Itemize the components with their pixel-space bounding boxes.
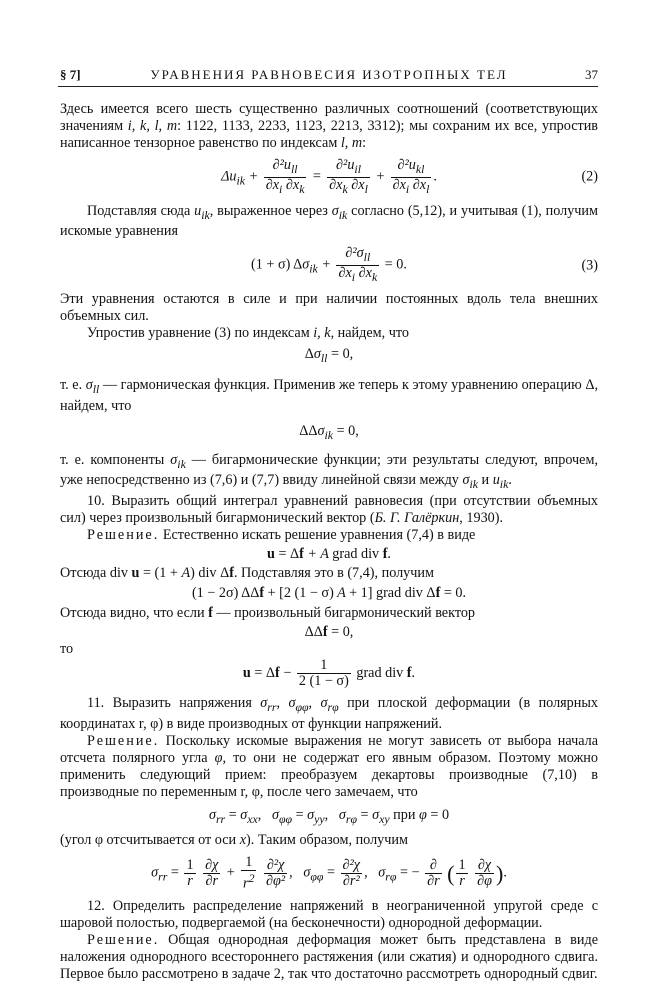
equation-7: (1 − 2σ) ΔΔf + [2 (1 − σ) A + 1] grad div Δf = 0.: [191, 585, 467, 602]
paragraph: Здесь имеется всего шесть существенно различных соотношений (соответствующих значениям i, k, l, m: 1122, 1133, 2233, 1123, 2213, 3312); мы сохраним их все, упростив написанное тензорное равенство по индексам l, m:: [60, 101, 599, 151]
equation-6: u = Δf + A grad div f.: [267, 546, 391, 563]
paragraph: Отсюда div u = (1 + A) div Δf. Подставляя это в (7,4), получим: [60, 565, 434, 582]
paragraph: т. е. $\sigma_{ll}$ — гармоническая функция. Применив же теперь к этому уравнению операцию Δ, найдем, что: [60, 376, 598, 414]
equation-4: $\Delta\sigma_{ll} = 0$,: [304, 346, 354, 365]
page-number: 37: [585, 67, 598, 82]
equation-8: ΔΔf = 0,: [304, 624, 354, 641]
section-mark: § 7]: [60, 67, 81, 82]
paragraph: Подставляя сюда $u_{ik}$, выраженное через $\sigma_{ik}$ согласно (5,12), и учитывая (1), получим искомые уравнения: [60, 202, 598, 240]
equation-9: u = Δf − $\frac{1}{2 (1 - \sigma)}$ grad div f.: [242, 657, 416, 690]
running-title: УРАВНЕНИЯ РАВНОВЕСИЯ ИЗОТРОПНЫХ ТЕЛ: [150, 67, 508, 82]
equation-3: (1 + σ) $\Delta\sigma_{ik}$ + $\frac{\partial^2\sigma_{ll}}{\partial x_i \partial x_k}$ = 0. (3): [251, 245, 598, 285]
equation-11: $\sigma_{rr}$ = $\frac{1}{r}$ $\frac{\partial\chi}{\partial r}$ + $\frac{1}{r^2}$ $\frac{\text{∂²χ}}{\text{∂φ²}}$ , $\sigma_{\varphi\varphi}$ = $\frac{\text{∂²χ}}{\text{∂r²}}$ , $\sigma_{r\varphi}$ = − $\frac{\partial}{\partial r}$ ( $\frac{1}{r}$ $\frac{\partial\chi}{\partial\varphi}$ ).: [151, 853, 507, 892]
equation-10: $\sigma_{rr} = \sigma_{xx}$, $\sigma_{\varphi\varphi} = \sigma_{yy}$, $\sigma_{r\varphi} = \sigma_{xy}$ при φ = 0: [208, 807, 450, 826]
problem-11: 11. Выразить напряжения $\sigma_{rr}$, $\sigma_{\varphi\varphi}$, $\sigma_{r\varphi}$ при плоской деформации (в полярных координатах r, φ) в виде производных от функции напряжений.: [60, 695, 598, 733]
running-header: [60, 66, 598, 84]
solution-12: Решение. Общая однородная деформация может быть представлена в виде наложения однородного всестороннего растяжения (или сжатия) и однородного сдвига. Первое было рассмотрено в задаче 2, так что достаточно рассмотреть однородный сдвиг.: [60, 931, 598, 982]
paragraph: (угол φ отсчитывается от оси x). Таким образом, получим: [60, 831, 408, 848]
header-rule: [58, 86, 598, 87]
equation-2: $\Delta u_{ik}$ + $\frac{\partial^2u_{ll}}{\partial x_i \partial x_k}$ = $\frac{\partial^2u_{il}}{\partial x_k \partial x_l}$ + $\frac{\partial^2u_{kl}}{\partial x_i \partial x_l}$ . (2): [221, 157, 598, 196]
problem-12: 12. Определить распределение напряжений в неограниченной упругой среде с шаровой полостью, подвергаемой (на бесконечности) однородной деформации.: [60, 897, 598, 931]
solution-10: Решение. Естественно искать решение уравнения (7,4) в виде: [87, 527, 476, 544]
main-text: [60, 101, 598, 983]
equation-number: (3): [581, 257, 598, 274]
paragraph: Отсюда видно, что если f — произвольный бигармонический вектор: [60, 605, 476, 622]
paragraph: Упростив уравнение (3) по индексам i, k, найдем, что: [87, 325, 409, 342]
paragraph: т. е. компоненты $\sigma_{ik}$ — бигармонические функции; эти результаты следуют, впрочем, уже непосредственно из (7,6) и (7,7) ввиду линейной связи между $\sigma_{ik}$ и $u_{ik}$.: [60, 451, 599, 492]
paragraph: Эти уравнения остаются в силе и при наличии постоянных вдоль тела внешних объемных сил.: [60, 291, 598, 325]
problem-10: 10. Выразить общий интеграл уравнений равновесия (при отсутствии объемных сил) через произвольный бигармонический вектор (Б. Г. Галёркин, 1930).: [60, 493, 598, 527]
solution-11: Решение. Поскольку искомые выражения не могут зависеть от выбора начала отсчета полярного угла φ, то они не содержат его явным образом. Поэтому можно применить следующий прием: преобразуем декартовы производные (7,10) в производные по переменным r, φ, после чего замечаем, что: [60, 733, 598, 801]
equation-5: ΔΔσ$_{ik}$ = 0,: [299, 422, 359, 442]
equation-number: (2): [581, 168, 598, 185]
paragraph: то: [60, 641, 74, 658]
